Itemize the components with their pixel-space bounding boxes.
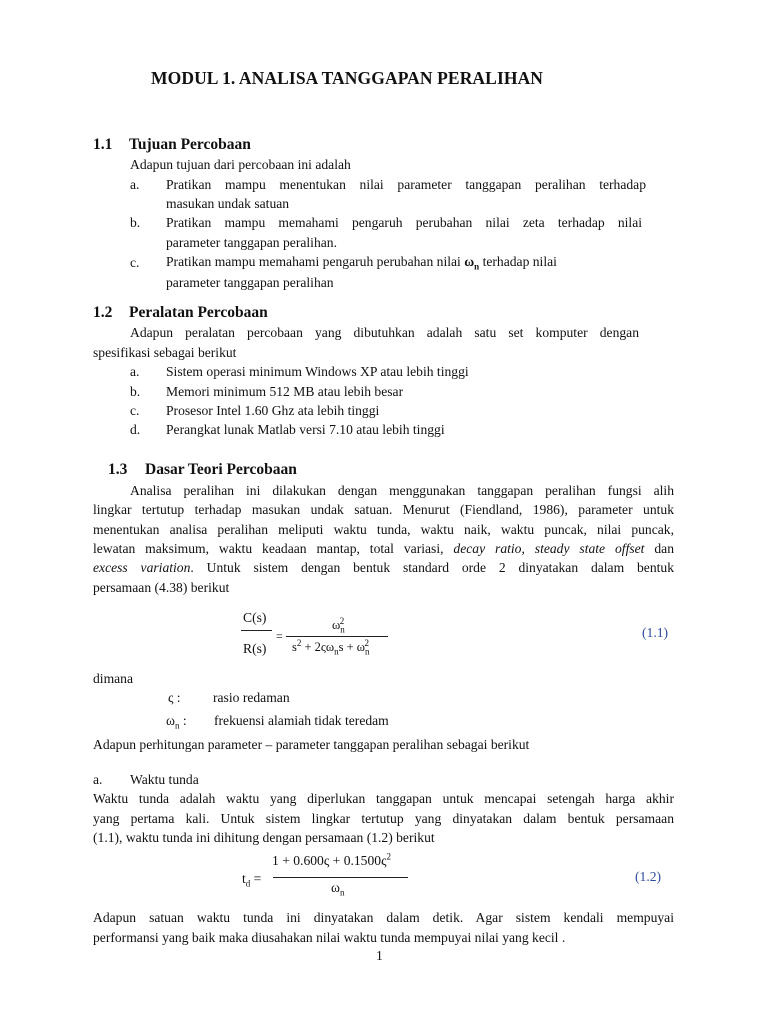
page-title: MODUL 1. ANALISA TANGGAPAN PERALIHAN — [151, 68, 544, 88]
eq2-numerator-text: 1 + 0.600ς + 0.1500ς — [272, 853, 387, 868]
eq2-equals: = — [250, 871, 262, 886]
list-item-c-text-post: terhadap nilai — [479, 254, 557, 269]
eq1-den-sub1: n — [334, 646, 339, 657]
where-symbol-omega — [166, 713, 187, 729]
eq1-rhs-omega: ω — [332, 618, 341, 632]
calc-intro: Adapun perhitungan parameter – parameter tanggapan peralihan sebagai berikut — [93, 737, 530, 752]
list-item-c-line2: parameter tanggapan peralihan — [166, 275, 334, 290]
section-1-3-number: 1.3 — [108, 461, 128, 478]
equipment-marker-c: c. — [130, 403, 140, 418]
eq2-den-sub: n — [339, 887, 345, 898]
list-item-c-text-pre: Pratikan mampu memahami pengaruh perubahan nilai — [166, 254, 465, 269]
list-marker-b: b. — [130, 215, 141, 230]
subsection-a-line1: Waktu tunda adalah waktu yang diperlukan tanggapan untuk mencapai setengah harga akhir — [93, 791, 674, 806]
eq1-den-mid: + 2ςω — [301, 640, 335, 654]
eq1-den-sup1: 2 — [296, 637, 302, 648]
where-label: dimana — [93, 671, 134, 686]
equipment-item-d: Perangkat lunak Matlab versi 7.10 atau lebih tinggi — [166, 422, 445, 437]
list-item-b-line1: Pratikan mampu memahami pengaruh perubahan nilai zeta terhadap nilai — [166, 215, 642, 230]
equipment-item-a: Sistem operasi minimum Windows XP atau lebih tinggi — [166, 364, 469, 379]
subsection-a-line3: (1.1), waktu tunda ini dihitung dengan persamaan (1.2) berikut — [93, 830, 435, 845]
eq1-lhs-denominator: R(s) — [243, 641, 267, 656]
page-number: 1 — [376, 948, 383, 963]
theory-line-3: menentukan analisa peralihan meliputi waktu tunda, waktu naik, waktu puncak, nilai puncak, — [93, 522, 674, 537]
list-marker-c: c. — [130, 255, 140, 270]
eq2-lhs-t: t — [242, 871, 246, 886]
eq1-rhs-fraction-bar — [286, 636, 388, 637]
closing-line1: Adapun satuan waktu tunda ini dinyatakan dalam detik. Agar sistem kendali mempuyai — [93, 910, 674, 925]
eq1-den-s: s — [292, 640, 297, 654]
where-symbol-zeta: ς : — [168, 690, 181, 705]
section-1-2-heading: Peralatan Percobaan — [129, 304, 268, 321]
eq1-den-sub2: n — [365, 646, 370, 657]
section-1-1-heading: Tujuan Percobaan — [129, 136, 251, 153]
theory-line-4-pre: lewatan maksimum, waktu keadaan mantap, total variasi, — [93, 541, 454, 556]
eq2-lhs-sub: d — [245, 878, 251, 889]
closing-line2: performansi yang baik maka diusahakan nilai waktu tunda mempuyai nilai yang kecil . — [93, 930, 566, 945]
list-item-a-line2: masukan undak satuan — [166, 196, 290, 211]
eq2-den-omega: ω — [331, 880, 340, 895]
eq1-rhs-denominator — [292, 637, 370, 657]
theory-line-1: Analisa peralihan ini dilakukan dengan menggunakan tanggapan peralihan fungsi alih — [130, 483, 674, 498]
eq1-den-sup2: 2 — [364, 637, 370, 648]
section-1-2-intro-line1: Adapun peralatan percobaan yang dibutuhkan adalah satu set komputer dengan — [130, 325, 639, 340]
omega-symbol: ω — [464, 254, 475, 269]
theory-line-4-italic: decay ratio, steady state offset — [453, 541, 645, 556]
equipment-marker-a: a. — [130, 364, 140, 379]
section-1-1-number: 1.1 — [93, 136, 113, 153]
section-1-3-heading: Dasar Teori Percobaan — [145, 461, 297, 478]
eq2-numerator-sup: 2 — [386, 851, 391, 862]
theory-line-5-post: . Untuk sistem dengan bentuk standard orde 2 dinyatakan dalam bentuk — [190, 560, 674, 575]
theory-line-5 — [93, 560, 674, 576]
equipment-marker-b: b. — [130, 384, 141, 399]
eq1-lhs-fraction-bar — [241, 630, 272, 631]
eq1-rhs-numerator — [332, 615, 345, 635]
list-item-b-line2: parameter tanggapan peralihan. — [166, 235, 337, 250]
list-item-c-line1 — [166, 254, 557, 270]
section-1-2-number: 1.2 — [93, 304, 113, 321]
eq1-label: (1.1) — [642, 625, 669, 640]
eq2-numerator — [272, 853, 391, 869]
eq2-label: (1.2) — [635, 869, 662, 884]
section-1-2-intro-line2: spesifikasi sebagai berikut — [93, 345, 237, 360]
theory-line-4-post: dan — [644, 541, 674, 556]
eq1-den-s2: s + ω — [338, 640, 366, 654]
eq1-equals: = — [276, 629, 283, 643]
list-item-a-line1: Pratikan mampu menentukan nilai parameter tanggapan peralihan terhadap — [166, 177, 646, 192]
where-omega-colon: : — [179, 713, 187, 728]
subsection-a-line2: yang pertama kali. Untuk sistem lingkar tertutup yang dinyatakan dalam bentuk persamaan — [93, 811, 674, 826]
omega-subscript: n — [474, 261, 480, 272]
eq1-lhs-numerator: C(s) — [243, 610, 267, 625]
theory-line-4 — [93, 541, 674, 557]
theory-line-5-italic: excess variation — [93, 560, 191, 575]
theory-line-6: persamaan (4.38) berikut — [93, 580, 230, 595]
subsection-a-heading: Waktu tunda — [130, 772, 199, 787]
list-marker-a: a. — [130, 177, 140, 192]
eq2-fraction-bar — [273, 877, 408, 878]
where-omega: ω — [166, 713, 175, 728]
equipment-item-c: Prosesor Intel 1.60 Ghz ata lebih tinggi — [166, 403, 380, 418]
equipment-marker-d: d. — [130, 422, 141, 437]
section-1-1-intro: Adapun tujuan dari percobaan ini adalah — [130, 157, 351, 172]
theory-line-2: lingkar tertutup terhadap masukan undak satuan. Menurut (Fiendland, 1986), parameter untuk — [93, 502, 674, 517]
where-desc-zeta: rasio redaman — [213, 690, 290, 705]
eq2-denominator — [331, 880, 344, 896]
eq1-rhs-omega-sup: 2 — [339, 615, 345, 626]
eq1-rhs-omega-sub: n — [340, 624, 345, 635]
where-desc-omega: frekuensi alamiah tidak teredam — [214, 713, 389, 728]
where-omega-sub: n — [174, 720, 180, 731]
subsection-a-marker: a. — [93, 772, 103, 787]
eq2-lhs — [242, 871, 261, 887]
equipment-item-b: Memori minimum 512 MB atau lebih besar — [166, 384, 404, 399]
